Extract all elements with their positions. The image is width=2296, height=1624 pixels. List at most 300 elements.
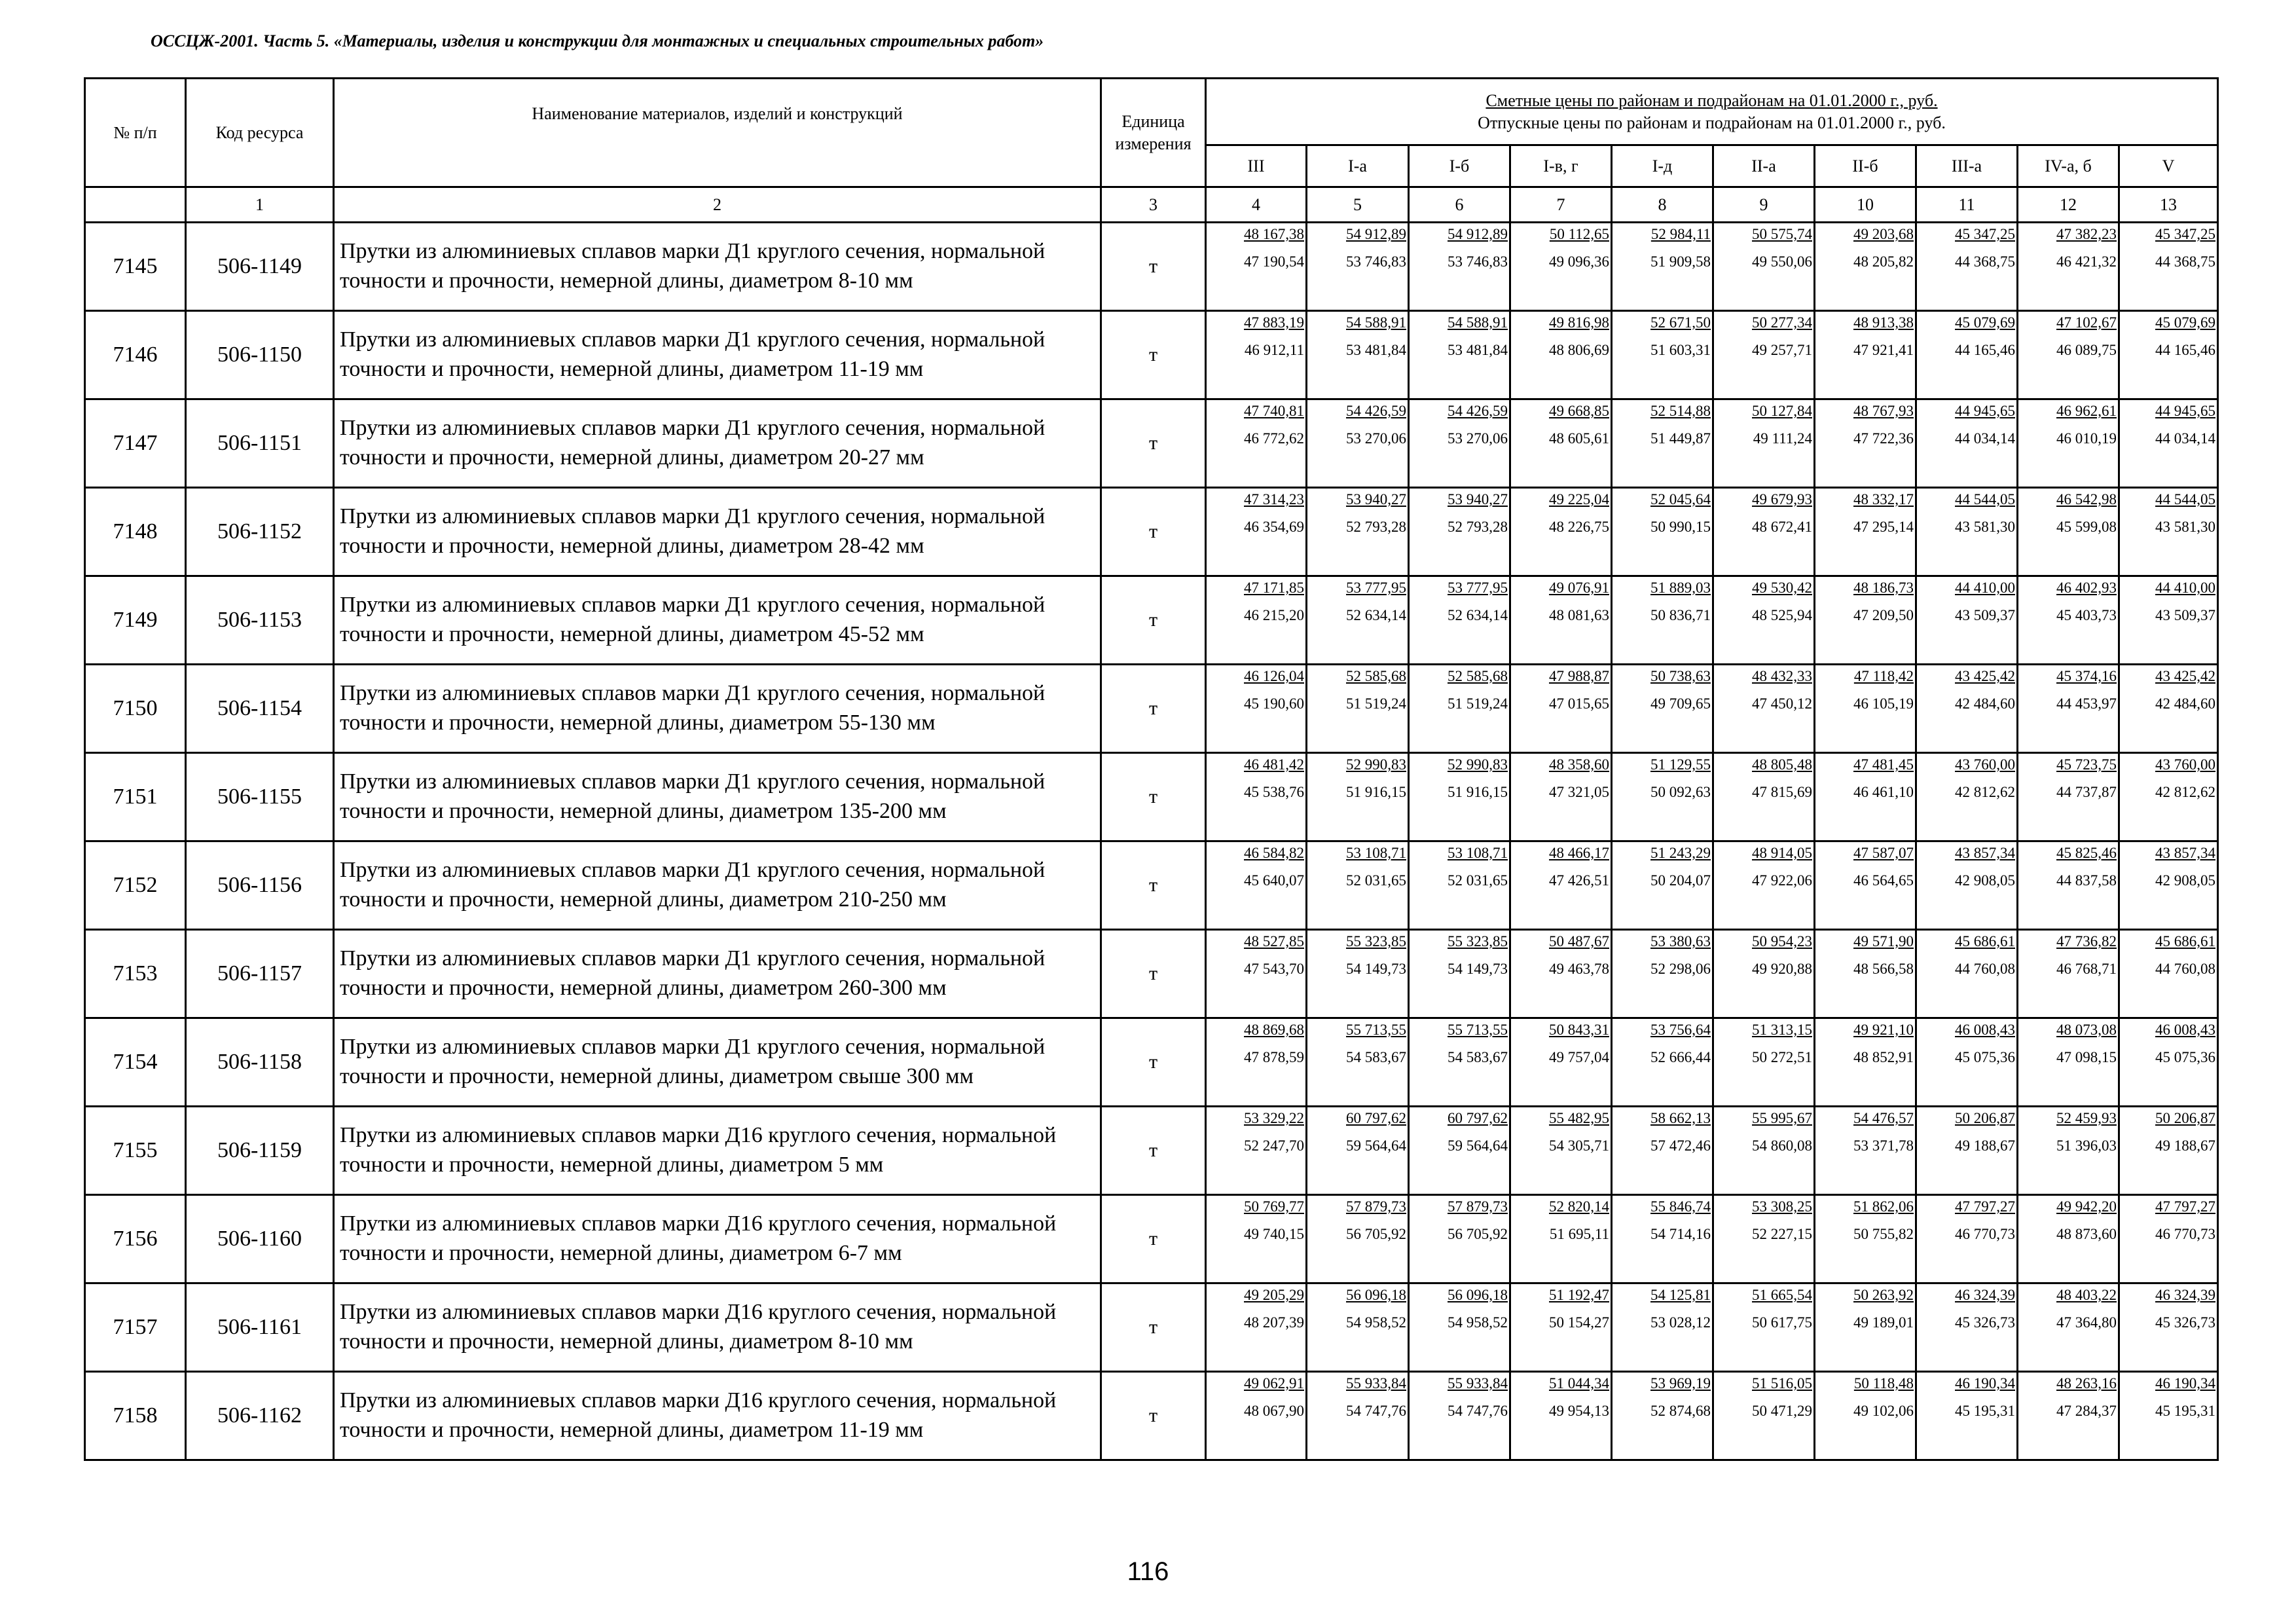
estimate-price: 43 760,00 <box>1955 756 2015 773</box>
estimate-price: 53 969,19 <box>1650 1375 1711 1392</box>
estimate-price: 49 571,90 <box>1853 933 1914 950</box>
price-cell <box>1815 223 1916 311</box>
release-price: 59 564,64 <box>1346 1137 1406 1154</box>
price-cell <box>1206 1018 1307 1107</box>
price-cell <box>2018 1107 2119 1195</box>
release-price: 48 081,63 <box>1549 607 1609 623</box>
column-number: 6 <box>1409 187 1510 223</box>
release-price: 50 272,51 <box>1752 1049 1812 1065</box>
estimate-price: 55 995,67 <box>1752 1110 1812 1126</box>
price-cell <box>1206 1107 1307 1195</box>
price-cell <box>1713 841 1815 930</box>
price-cell <box>1409 311 1510 399</box>
row-number: 7156 <box>85 1195 186 1283</box>
release-price: 50 471,29 <box>1752 1403 1812 1419</box>
release-price: 46 564,65 <box>1853 872 1914 889</box>
price-cell <box>1916 488 2018 576</box>
estimate-price: 49 668,85 <box>1549 403 1609 419</box>
estimate-price: 60 797,62 <box>1448 1110 1508 1126</box>
price-cell <box>1409 488 1510 576</box>
estimate-price: 52 585,68 <box>1448 668 1508 684</box>
release-price: 47 284,37 <box>2056 1403 2117 1419</box>
price-cell <box>1815 753 1916 841</box>
price-cell <box>1612 488 1713 576</box>
price-cell <box>1307 223 1409 311</box>
estimate-price: 52 671,50 <box>1650 314 1711 331</box>
release-price: 43 581,30 <box>1955 519 2015 535</box>
price-cell <box>1206 223 1307 311</box>
estimate-price: 51 192,47 <box>1549 1287 1609 1303</box>
column-number: 5 <box>1307 187 1409 223</box>
estimate-price: 48 167,38 <box>1244 226 1304 242</box>
release-price: 48 806,69 <box>1549 342 1609 358</box>
release-price: 44 165,46 <box>1955 342 2015 358</box>
price-cell <box>2119 753 2218 841</box>
estimate-price: 44 544,05 <box>1955 491 2015 507</box>
release-price: 53 270,06 <box>1448 430 1508 447</box>
price-cell <box>1612 1107 1713 1195</box>
price-cell <box>1510 311 1612 399</box>
estimate-price: 46 962,61 <box>2056 403 2117 419</box>
estimate-price: 50 954,23 <box>1752 933 1812 950</box>
price-cell <box>1713 1283 1815 1372</box>
material-name: Прутки из алюминиевых сплавов марки Д1 круглого сечения, нормальной точности и прочности, немерной длины, диаметром 55-130 мм <box>334 665 1101 753</box>
header-name: Наименование материалов, изделий и конструкций <box>334 79 1101 187</box>
price-cell <box>1815 1018 1916 1107</box>
column-number: 13 <box>2119 187 2218 223</box>
release-price: 49 920,88 <box>1752 961 1812 977</box>
price-cell <box>1206 576 1307 665</box>
estimate-price: 54 588,91 <box>1448 314 1508 331</box>
price-cell <box>2018 488 2119 576</box>
resource-code: 506-1157 <box>186 930 334 1018</box>
price-cell <box>1713 223 1815 311</box>
price-cell <box>1409 1283 1510 1372</box>
release-price: 47 450,12 <box>1752 695 1812 712</box>
release-price: 42 908,05 <box>1955 872 2015 889</box>
unit-cell: т <box>1101 488 1206 576</box>
release-price: 42 908,05 <box>2155 872 2216 889</box>
release-price: 51 916,15 <box>1346 784 1406 800</box>
release-price: 43 581,30 <box>2155 519 2216 535</box>
price-cell <box>1510 576 1612 665</box>
release-price: 57 472,46 <box>1650 1137 1711 1154</box>
release-price: 53 746,83 <box>1346 253 1406 270</box>
header-region: III-а <box>1916 145 2018 187</box>
release-price: 49 257,71 <box>1752 342 1812 358</box>
price-cell <box>2018 930 2119 1018</box>
table-row <box>85 576 2218 665</box>
table-row <box>85 930 2218 1018</box>
estimate-price: 47 481,45 <box>1853 756 1914 773</box>
unit-cell: т <box>1101 1283 1206 1372</box>
price-cell <box>2018 399 2119 488</box>
estimate-price: 55 713,55 <box>1346 1022 1406 1038</box>
release-price: 48 605,61 <box>1549 430 1609 447</box>
release-price: 47 098,15 <box>2056 1049 2117 1065</box>
price-cell <box>1409 1372 1510 1460</box>
release-price: 50 154,27 <box>1549 1314 1609 1331</box>
price-cell <box>1916 1195 2018 1283</box>
release-price: 53 028,12 <box>1650 1314 1711 1331</box>
header-region: I-б <box>1409 145 1510 187</box>
resource-code: 506-1162 <box>186 1372 334 1460</box>
estimate-price: 46 402,93 <box>2056 580 2117 596</box>
unit-cell: т <box>1101 223 1206 311</box>
estimate-price: 55 933,84 <box>1346 1375 1406 1392</box>
estimate-price: 48 914,05 <box>1752 845 1812 861</box>
estimate-price: 52 984,11 <box>1650 226 1711 242</box>
price-cell <box>1409 841 1510 930</box>
price-cell <box>1815 1107 1916 1195</box>
estimate-price: 54 912,89 <box>1346 226 1406 242</box>
price-cell <box>1713 399 1815 488</box>
release-price: 42 484,60 <box>1955 695 2015 712</box>
row-number: 7150 <box>85 665 186 753</box>
estimate-price: 49 225,04 <box>1549 491 1609 507</box>
release-price: 47 015,65 <box>1549 695 1609 712</box>
estimate-price: 50 118,48 <box>1853 1375 1914 1392</box>
release-price: 49 188,67 <box>2155 1137 2216 1154</box>
estimate-price: 52 459,93 <box>2056 1110 2117 1126</box>
header-prices-estimate: Сметные цены по районам и подрайонам на 01.01.2000 г., руб. <box>1485 90 1938 110</box>
release-price: 51 695,11 <box>1549 1226 1609 1242</box>
price-cell <box>1409 753 1510 841</box>
release-price: 48 226,75 <box>1549 519 1609 535</box>
row-number: 7154 <box>85 1018 186 1107</box>
row-number: 7149 <box>85 576 186 665</box>
estimate-price: 49 203,68 <box>1853 226 1914 242</box>
price-cell <box>1307 1195 1409 1283</box>
resource-code: 506-1160 <box>186 1195 334 1283</box>
price-cell <box>1612 930 1713 1018</box>
estimate-price: 46 190,34 <box>2155 1375 2216 1392</box>
estimate-price: 43 425,42 <box>2155 668 2216 684</box>
estimate-price: 48 805,48 <box>1752 756 1812 773</box>
release-price: 52 227,15 <box>1752 1226 1812 1242</box>
row-number: 7158 <box>85 1372 186 1460</box>
material-name: Прутки из алюминиевых сплавов марки Д1 круглого сечения, нормальной точности и прочности, немерной длины, диаметром 260-300 мм <box>334 930 1101 1018</box>
release-price: 46 770,73 <box>1955 1226 2015 1242</box>
resource-code: 506-1158 <box>186 1018 334 1107</box>
estimate-price: 55 323,85 <box>1346 933 1406 950</box>
resource-code: 506-1155 <box>186 753 334 841</box>
resource-code: 506-1150 <box>186 311 334 399</box>
estimate-price: 53 777,95 <box>1448 580 1508 596</box>
estimate-price: 45 079,69 <box>1955 314 2015 331</box>
resource-code: 506-1149 <box>186 223 334 311</box>
price-cell <box>1510 1195 1612 1283</box>
header-region: I-в, г <box>1510 145 1612 187</box>
resource-code: 506-1154 <box>186 665 334 753</box>
estimate-price: 46 324,39 <box>2155 1287 2216 1303</box>
unit-cell: т <box>1101 576 1206 665</box>
price-cell <box>1206 311 1307 399</box>
release-price: 50 990,15 <box>1650 519 1711 535</box>
estimate-price: 47 314,23 <box>1244 491 1304 507</box>
estimate-price: 45 374,16 <box>2056 668 2117 684</box>
release-price: 47 921,41 <box>1853 342 1914 358</box>
release-price: 46 912,11 <box>1244 342 1304 358</box>
estimate-price: 55 933,84 <box>1448 1375 1508 1392</box>
release-price: 52 666,44 <box>1650 1049 1711 1065</box>
price-cell <box>1916 1107 2018 1195</box>
column-number <box>85 187 186 223</box>
unit-cell: т <box>1101 753 1206 841</box>
unit-cell: т <box>1101 1107 1206 1195</box>
release-price: 44 034,14 <box>1955 430 2015 447</box>
estimate-price: 55 482,95 <box>1549 1110 1609 1126</box>
release-price: 50 617,75 <box>1752 1314 1812 1331</box>
estimate-price: 49 942,20 <box>2056 1198 2117 1215</box>
unit-cell: т <box>1101 311 1206 399</box>
material-name: Прутки из алюминиевых сплавов марки Д1 круглого сечения, нормальной точности и прочности, немерной длины, диаметром 8-10 мм <box>334 223 1101 311</box>
release-price: 51 603,31 <box>1650 342 1711 358</box>
price-cell <box>1409 223 1510 311</box>
table-row <box>85 665 2218 753</box>
row-number: 7157 <box>85 1283 186 1372</box>
estimate-price: 51 862,06 <box>1853 1198 1914 1215</box>
price-cell <box>1307 930 1409 1018</box>
estimate-price: 48 358,60 <box>1549 756 1609 773</box>
release-price: 54 583,67 <box>1346 1049 1406 1065</box>
release-price: 54 958,52 <box>1448 1314 1508 1331</box>
material-name: Прутки из алюминиевых сплавов марки Д16 круглого сечения, нормальной точности и прочности, немерной длины, диаметром 8-10 мм <box>334 1283 1101 1372</box>
header-region: IV-а, б <box>2018 145 2119 187</box>
column-number: 3 <box>1101 187 1206 223</box>
price-cell <box>1713 1372 1815 1460</box>
price-cell <box>1510 1372 1612 1460</box>
release-price: 54 860,08 <box>1752 1137 1812 1154</box>
table-row <box>85 311 2218 399</box>
estimate-price: 53 108,71 <box>1346 845 1406 861</box>
price-cell <box>1713 576 1815 665</box>
release-price: 51 909,58 <box>1650 253 1711 270</box>
price-cell <box>2119 1018 2218 1107</box>
release-price: 45 538,76 <box>1244 784 1304 800</box>
release-price: 45 195,31 <box>1955 1403 2015 1419</box>
column-number: 1 <box>186 187 334 223</box>
estimate-price: 48 263,16 <box>2056 1375 2117 1392</box>
price-cell <box>1713 753 1815 841</box>
price-cell <box>1713 488 1815 576</box>
price-cell <box>1815 399 1916 488</box>
release-price: 52 031,65 <box>1448 872 1508 889</box>
release-price: 54 747,76 <box>1448 1403 1508 1419</box>
release-price: 49 463,78 <box>1549 961 1609 977</box>
price-cell <box>2018 1372 2119 1460</box>
release-price: 54 583,67 <box>1448 1049 1508 1065</box>
release-price: 49 189,01 <box>1853 1314 1914 1331</box>
price-cell <box>1206 1195 1307 1283</box>
estimate-price: 48 466,17 <box>1549 845 1609 861</box>
estimate-price: 45 723,75 <box>2056 756 2117 773</box>
release-price: 46 770,73 <box>2155 1226 2216 1242</box>
unit-cell: т <box>1101 665 1206 753</box>
price-cell <box>2119 1283 2218 1372</box>
material-name: Прутки из алюминиевых сплавов марки Д16 круглого сечения, нормальной точности и прочности, немерной длины, диаметром 11-19 мм <box>334 1372 1101 1460</box>
price-cell <box>1916 1372 2018 1460</box>
table-row <box>85 488 2218 576</box>
estimate-price: 51 665,54 <box>1752 1287 1812 1303</box>
price-cell <box>1409 399 1510 488</box>
release-price: 52 793,28 <box>1448 519 1508 535</box>
estimate-price: 51 516,05 <box>1752 1375 1812 1392</box>
price-cell <box>2119 841 2218 930</box>
price-cell <box>1612 399 1713 488</box>
table-row <box>85 753 2218 841</box>
estimate-price: 53 380,63 <box>1650 933 1711 950</box>
resource-code: 506-1159 <box>186 1107 334 1195</box>
price-cell <box>2018 223 2119 311</box>
price-cell <box>2018 576 2119 665</box>
resource-code: 506-1152 <box>186 488 334 576</box>
release-price: 45 599,08 <box>2056 519 2117 535</box>
row-number: 7151 <box>85 753 186 841</box>
estimate-price: 56 096,18 <box>1448 1287 1508 1303</box>
release-price: 53 481,84 <box>1346 342 1406 358</box>
price-cell <box>1206 399 1307 488</box>
price-cell <box>1307 841 1409 930</box>
release-price: 45 075,36 <box>2155 1049 2216 1065</box>
estimate-price: 52 514,88 <box>1650 403 1711 419</box>
price-cell <box>1206 930 1307 1018</box>
release-price: 49 111,24 <box>1753 430 1812 447</box>
estimate-price: 52 990,83 <box>1346 756 1406 773</box>
price-cell <box>2018 841 2119 930</box>
column-number: 9 <box>1713 187 1815 223</box>
release-price: 44 368,75 <box>2155 253 2216 270</box>
page-number: 116 <box>1127 1557 1169 1586</box>
column-number: 11 <box>1916 187 2018 223</box>
estimate-price: 52 045,64 <box>1650 491 1711 507</box>
release-price: 51 449,87 <box>1650 430 1711 447</box>
price-cell <box>2119 576 2218 665</box>
header-region: II-б <box>1815 145 1916 187</box>
price-cell <box>1612 1018 1713 1107</box>
material-name: Прутки из алюминиевых сплавов марки Д1 круглого сечения, нормальной точности и прочности, немерной длины, диаметром 45-52 мм <box>334 576 1101 665</box>
row-number: 7146 <box>85 311 186 399</box>
estimate-price: 49 076,91 <box>1549 580 1609 596</box>
resource-code: 506-1151 <box>186 399 334 488</box>
release-price: 54 958,52 <box>1346 1314 1406 1331</box>
release-price: 49 188,67 <box>1955 1137 2015 1154</box>
table-row <box>85 1283 2218 1372</box>
release-price: 47 364,80 <box>2056 1314 2117 1331</box>
estimate-price: 50 575,74 <box>1752 226 1812 242</box>
release-price: 44 034,14 <box>2155 430 2216 447</box>
price-cell <box>1206 841 1307 930</box>
release-price: 44 368,75 <box>1955 253 2015 270</box>
estimate-price: 53 940,27 <box>1346 491 1406 507</box>
release-price: 54 149,73 <box>1448 961 1508 977</box>
table-row <box>85 1018 2218 1107</box>
material-name: Прутки из алюминиевых сплавов марки Д1 круглого сечения, нормальной точности и прочности, немерной длины, диаметром свыше 300 мм <box>334 1018 1101 1107</box>
release-price: 46 089,75 <box>2056 342 2117 358</box>
price-cell <box>1916 311 2018 399</box>
estimate-price: 47 797,27 <box>1955 1198 2015 1215</box>
unit-cell: т <box>1101 841 1206 930</box>
material-name: Прутки из алюминиевых сплавов марки Д1 круглого сечения, нормальной точности и прочности, немерной длины, диаметром 11-19 мм <box>334 311 1101 399</box>
price-cell <box>1713 1018 1815 1107</box>
price-cell <box>1307 311 1409 399</box>
estimate-price: 50 112,65 <box>1549 226 1609 242</box>
release-price: 47 321,05 <box>1549 784 1609 800</box>
price-cell <box>2119 1107 2218 1195</box>
estimate-price: 50 127,84 <box>1752 403 1812 419</box>
price-cell <box>2018 665 2119 753</box>
price-cell <box>1409 1107 1510 1195</box>
estimate-price: 53 108,71 <box>1448 845 1508 861</box>
table-row <box>85 399 2218 488</box>
price-cell <box>1612 1195 1713 1283</box>
price-cell <box>1307 1018 1409 1107</box>
unit-cell: т <box>1101 399 1206 488</box>
release-price: 47 426,51 <box>1549 872 1609 889</box>
release-price: 52 298,06 <box>1650 961 1711 977</box>
table-row <box>85 1372 2218 1460</box>
price-cell <box>1612 1283 1713 1372</box>
price-cell <box>1510 665 1612 753</box>
estimate-price: 47 118,42 <box>1853 668 1914 684</box>
column-number: 10 <box>1815 187 1916 223</box>
release-price: 46 772,62 <box>1244 430 1304 447</box>
release-price: 52 793,28 <box>1346 519 1406 535</box>
estimate-price: 54 912,89 <box>1448 226 1508 242</box>
release-price: 51 916,15 <box>1448 784 1508 800</box>
estimate-price: 45 079,69 <box>2155 314 2216 331</box>
resource-code: 506-1161 <box>186 1283 334 1372</box>
price-cell <box>2119 311 2218 399</box>
price-cell <box>1307 488 1409 576</box>
price-cell <box>1612 841 1713 930</box>
estimate-price: 43 857,34 <box>1955 845 2015 861</box>
release-price: 56 705,92 <box>1346 1226 1406 1242</box>
estimate-price: 46 584,82 <box>1244 845 1304 861</box>
resource-code: 506-1156 <box>186 841 334 930</box>
estimate-price: 57 879,73 <box>1448 1198 1508 1215</box>
release-price: 46 461,10 <box>1853 784 1914 800</box>
estimate-price: 44 945,65 <box>2155 403 2216 419</box>
release-price: 53 270,06 <box>1346 430 1406 447</box>
estimate-price: 53 756,64 <box>1650 1022 1711 1038</box>
estimate-price: 50 263,92 <box>1853 1287 1914 1303</box>
unit-cell: т <box>1101 930 1206 1018</box>
estimate-price: 53 940,27 <box>1448 491 1508 507</box>
release-price: 54 747,76 <box>1346 1403 1406 1419</box>
release-price: 49 757,04 <box>1549 1049 1609 1065</box>
header-code: Код ресурса <box>186 79 334 187</box>
release-price: 49 550,06 <box>1752 253 1812 270</box>
release-price: 48 566,58 <box>1853 961 1914 977</box>
release-price: 52 874,68 <box>1650 1403 1711 1419</box>
release-price: 47 815,69 <box>1752 784 1812 800</box>
release-price: 44 837,58 <box>2056 872 2117 889</box>
price-cell <box>1916 1283 2018 1372</box>
estimate-price: 51 044,34 <box>1549 1375 1609 1392</box>
price-cell <box>1713 665 1815 753</box>
price-cell <box>1916 665 2018 753</box>
price-cell <box>1713 1195 1815 1283</box>
price-cell <box>1713 1107 1815 1195</box>
estimate-price: 52 820,14 <box>1549 1198 1609 1215</box>
estimate-price: 52 990,83 <box>1448 756 1508 773</box>
price-cell <box>2018 1195 2119 1283</box>
estimate-price: 47 797,27 <box>2155 1198 2216 1215</box>
release-price: 52 634,14 <box>1346 607 1406 623</box>
estimate-price: 45 686,61 <box>2155 933 2216 950</box>
header-unit: Единица измерения <box>1101 79 1206 187</box>
